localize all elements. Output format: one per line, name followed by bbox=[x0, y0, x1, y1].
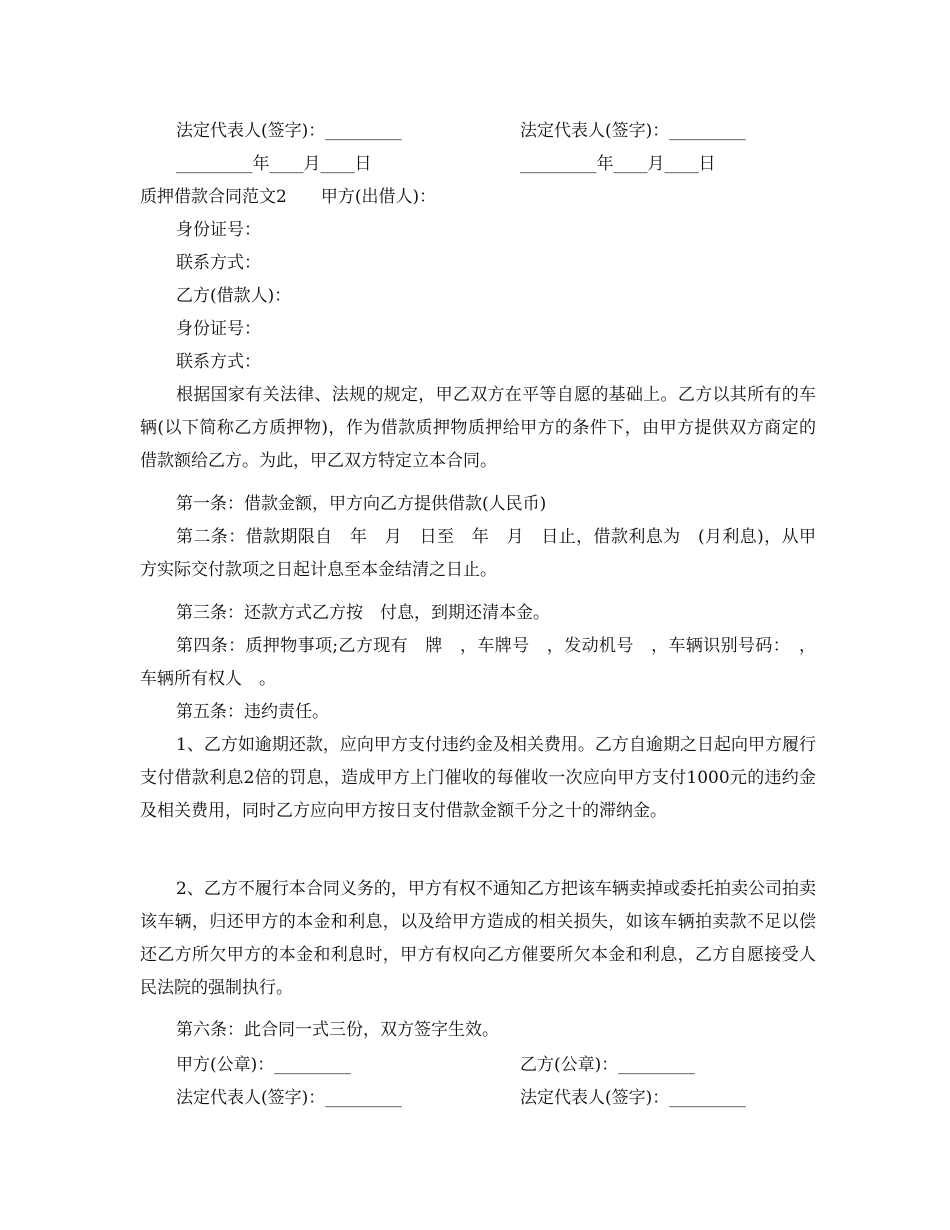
party-a-contact: 联系方式： bbox=[176, 253, 261, 273]
party-b-seal: 乙方(公章)：_________ bbox=[520, 1055, 695, 1075]
article-1: 第一条：借款金额，甲方向乙方提供借款(人民币) bbox=[176, 494, 547, 514]
article-6: 第六条：此合同一式三份，双方签字生效。 bbox=[176, 1020, 499, 1040]
article-5-clause-1: 1、乙方如逾期还款，应向甲方支付违约金及相关费用。乙方自逾期之日起向甲方履行支付借款利息2倍的罚息，造成甲方上门催收的每催收一次应向甲方支付1000元的违约金及相关费用，同时乙方应向甲方按日支付借款金额千分之十的滞纳金。 bbox=[140, 735, 816, 821]
bottom-left-rep-signature: 法定代表人(签字)：_________ bbox=[176, 1088, 402, 1108]
party-b-contact: 联系方式： bbox=[176, 352, 261, 372]
article-5: 第五条：违约责任。 bbox=[176, 702, 329, 722]
top-left-date: _________年____月____日 bbox=[176, 154, 372, 174]
article-4: 第四条：质押物事项;乙方现有 牌 ，车牌号 ，发动机号 ，车辆识别号码： ，车辆所有权人 。 bbox=[140, 636, 816, 689]
top-right-date: _________年____月____日 bbox=[520, 154, 716, 174]
intro-paragraph: 根据国家有关法律、法规的规定，甲乙双方在平等自愿的基础上。乙方以其所有的车辆(以下简称乙方质押物)，作为借款质押物质押给甲方的条件下，由甲方提供双方商定的借款额给乙方。为此，甲乙双方特定立本合同。 bbox=[140, 385, 816, 471]
party-a-seal: 甲方(公章)：_________ bbox=[176, 1055, 351, 1075]
top-left-rep-signature: 法定代表人(签字)：_________ bbox=[176, 121, 402, 141]
contract-heading: 质押借款合同范文2 甲方(出借人)： bbox=[140, 187, 437, 207]
party-a-id: 身份证号： bbox=[176, 220, 261, 240]
party-b-label: 乙方(借款人)： bbox=[176, 286, 292, 306]
party-b-id: 身份证号： bbox=[176, 319, 261, 339]
article-5-clause-2: 2、乙方不履行本合同义务的，甲方有权不通知乙方把该车辆卖掉或委托拍卖公司拍卖该车辆，归还甲方的本金和利息，以及给甲方造成的相关损失，如该车辆拍卖款不足以偿还乙方所欠甲方的本金和利息时，甲方有权向乙方催要所欠本金和利息，乙方自愿接受人民法院的强制执行。 bbox=[140, 879, 816, 998]
top-right-rep-signature: 法定代表人(签字)：_________ bbox=[520, 121, 746, 141]
article-2: 第二条：借款期限自 年 月 日至 年 月 日止，借款利息为 (月利息)，从甲方实际交付款项之日起计息至本金结清之日止。 bbox=[140, 527, 816, 580]
bottom-right-rep-signature: 法定代表人(签字)：_________ bbox=[520, 1088, 746, 1108]
article-3: 第三条：还款方式乙方按 付息，到期还清本金。 bbox=[176, 603, 550, 623]
